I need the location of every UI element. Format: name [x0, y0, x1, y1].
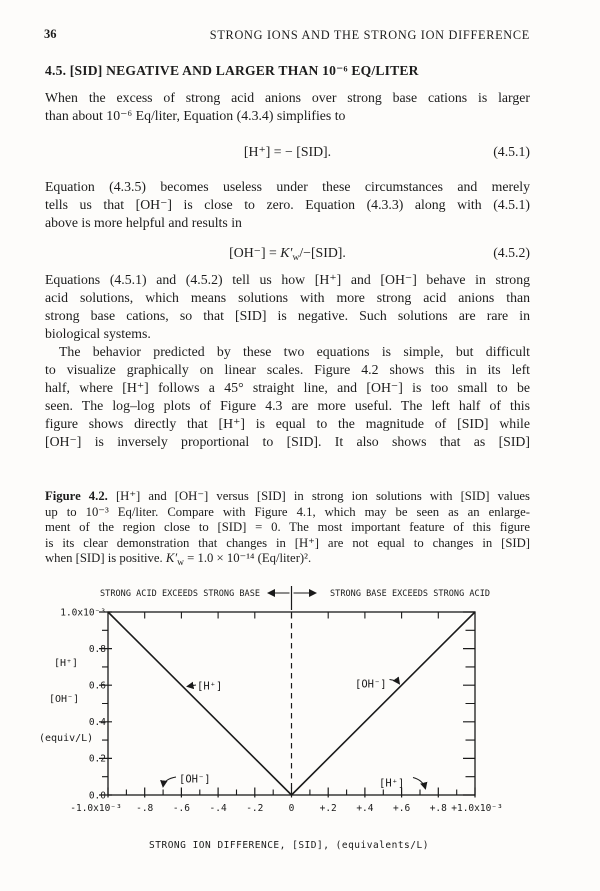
- oh-minus-left-arrow-icon: [163, 777, 176, 787]
- x-tick-label: +.2: [319, 803, 337, 814]
- text-line: When the excess of strong acid anions over strong base cations is larger: [45, 90, 530, 105]
- x-tick-label: +.8: [429, 803, 447, 814]
- y-tick-label: 0.4: [88, 717, 106, 728]
- h-plus-left-arrow-icon: [187, 685, 196, 687]
- paragraph-4: [45, 343, 530, 451]
- text-line: than about 10⁻⁶ Eq/liter, Equation (4.3.4) simplifies to: [45, 108, 346, 123]
- y-tick-label: 0.2: [88, 753, 106, 765]
- equation-number: (4.5.1): [493, 144, 530, 159]
- h-plus-right-label: [H⁺]: [379, 777, 405, 790]
- h-plus-right-arrow-icon: [413, 778, 426, 790]
- curve-labels: [163, 679, 426, 790]
- equation-number: (4.5.2): [493, 245, 530, 260]
- x-axis-title: STRONG ION DIFFERENCE, [SID], (equivalents/L): [149, 840, 429, 851]
- figure-caption: [45, 489, 530, 567]
- text-line: above is more helpful and results in: [45, 215, 242, 230]
- paragraph-3: [45, 271, 530, 343]
- plot-frame: [99, 612, 475, 798]
- caption-line: Figure 4.2. [H⁺] and [OH⁻] versus [SID] in strong ion solutions with [SID] values: [45, 489, 530, 503]
- oh-minus-left-label: [OH⁻]: [179, 773, 211, 786]
- x-tick-label: -.4: [209, 803, 227, 814]
- equation-expression: $[OH^-] = K'_w/-[SID]$.: [229, 245, 346, 263]
- text-line: tells us that [OH⁻] is close to zero. Equation (4.3.3) along with (4.5.1): [45, 197, 530, 212]
- y-tick-label: 0.8: [88, 644, 106, 655]
- caption-line: ment of the region close to [SID] = 0. The most important feature of this figure: [45, 520, 530, 535]
- x-tick-label: +.6: [393, 803, 411, 814]
- text-line: half, where [H⁺] follows a 45° straight line, and [OH⁻] is too small to be: [45, 380, 530, 395]
- x-tick-label: -.8: [136, 803, 154, 814]
- x-tick-label: -.2: [246, 803, 264, 814]
- x-axis-labels: [70, 803, 502, 814]
- equation-4-5-1: [45, 144, 530, 164]
- text-line: Equation (4.3.5) becomes useless under these circumstances and merely: [45, 179, 530, 194]
- text-line: strong base cations, so that [SID] is negative. Such solutions are rare in: [45, 308, 530, 323]
- caption-line: is its clear demonstration that changes in [H⁺] are not equal to changes in [SID]: [45, 535, 530, 550]
- caption-line: up to 10⁻³ Eq/liter. Compare with Figure 4.1, which may be seen as an enlarge-: [45, 504, 530, 519]
- h-plus-line: [108, 612, 292, 795]
- text-line: Equations (4.5.1) and (4.5.2) tell us how [H⁺] and [OH⁻] behave in strong: [45, 272, 530, 287]
- paragraph-2: [45, 178, 530, 232]
- x-tick-label: 0: [288, 803, 295, 814]
- figure-4-2-chart: [0, 580, 600, 880]
- right-minor-ticks: [466, 630, 476, 776]
- y-title-oh-minus: [OH⁻]: [49, 694, 80, 705]
- annotation-base-exceeds-acid: STRONG BASE EXCEEDS STRONG ACID: [330, 589, 490, 599]
- text-line: seen. The log–log plots of Figure 4.3 are more useful. The left half of this: [45, 398, 530, 413]
- y-tick-label: 1.0x10⁻³: [60, 607, 106, 619]
- running-head: STRONG IONS AND THE STRONG ION DIFFERENCE: [209, 28, 530, 42]
- oh-minus-right-label: [OH⁻]: [355, 678, 387, 691]
- x-tick-label: +.4: [356, 803, 374, 814]
- y-axis-title: [39, 658, 93, 744]
- h-plus-left-label: [H⁺]: [197, 680, 223, 693]
- paragraph-1: [45, 89, 530, 125]
- section-heading: 4.5. [SID] NEGATIVE AND LARGER THAN 10⁻⁶ EQ/LITER: [45, 63, 419, 78]
- annotation-acid-exceeds-base: STRONG ACID EXCEEDS STRONG BASE: [100, 589, 260, 599]
- top-annotation: [100, 589, 490, 599]
- text-line: The behavior predicted by these two equations is simple, but difficult: [59, 344, 530, 359]
- x-tick-label: -.6: [172, 803, 190, 814]
- text-line: acid solutions, which means solutions with more strong acid anions than: [45, 290, 530, 305]
- x-tick-label: -1.0x10⁻³: [70, 803, 122, 814]
- y-tick-label: 0.6: [88, 680, 106, 692]
- equation-4-5-2: [45, 245, 530, 265]
- y-title-units: (equiv/L): [39, 733, 94, 744]
- caption-line: when [SID] is positive. $K'_w = 1.0 \times 10^{-14}$ (Eq/liter)².: [45, 551, 312, 567]
- text-line: figure shows directly that [H⁺] is equal to the magnitude of [SID] while: [45, 416, 530, 431]
- oh-minus-right-arrow-icon: [390, 680, 400, 685]
- text-line: biological systems.: [45, 326, 151, 341]
- page-number: 36: [44, 27, 57, 41]
- y-title-h-plus: [H⁺]: [54, 658, 79, 669]
- y-tick-label: 0.0: [88, 790, 106, 802]
- equation-expression: [H⁺] = − [SID].: [243, 144, 332, 159]
- text-line: [OH⁻] is inversely proportional to [SID]. It also shows that as [SID]: [45, 434, 530, 449]
- caption-label: Figure 4.2.: [45, 489, 108, 503]
- x-tick-label: +1.0x10⁻³: [451, 803, 503, 814]
- oh-minus-line: [292, 612, 476, 795]
- text-line: to visualize graphically on linear scales. Figure 4.2 shows this in its left: [45, 362, 530, 377]
